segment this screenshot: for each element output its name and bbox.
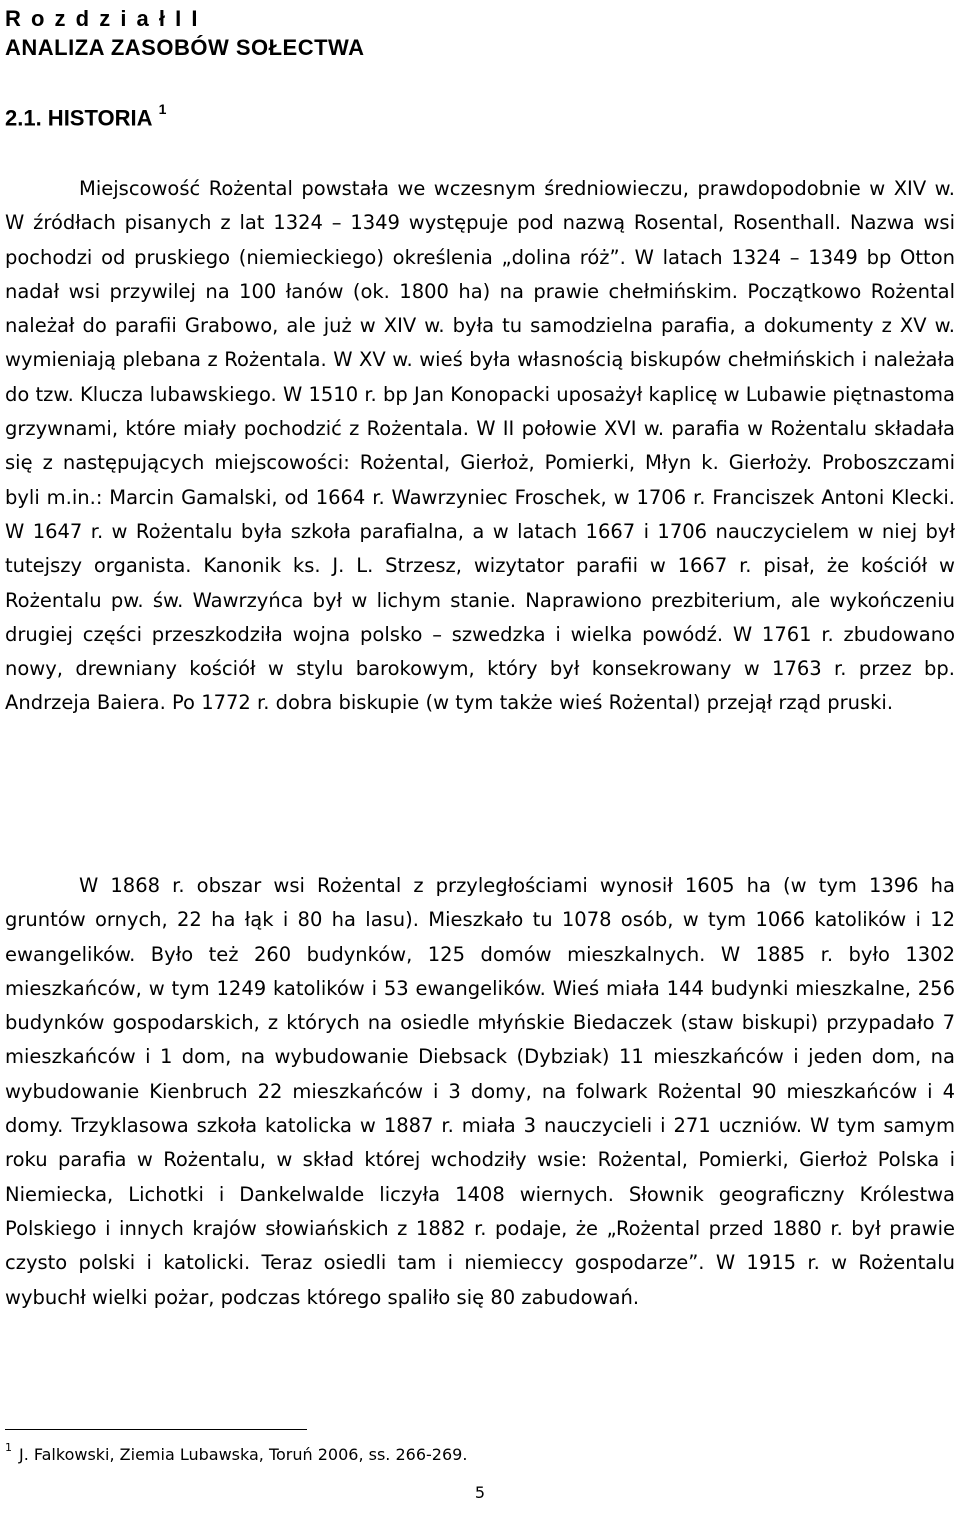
footnote-separator <box>5 1429 307 1430</box>
history-paragraph-1: Miejscowość Rożental powstała we wczesnym średniowieczu, prawdopodobnie w XIV w. W źródłach pisanych z lat 1324 – 1349 występuje pod nazwą Rosental, Rosenthall. Nazwa wsi pochodzi od pruskiego (niemieckiego) określenia „dolina róż”. W latach 1324 – 1349 bp Otton nadał wsi przywilej na 100 łanów (ok. 1800 ha) na prawie chełmińskim. Początkowo Rożental należał do parafii Grabowo, ale już w XIV w. była tu samodzielna parafia, a dokumenty z XV w. wymieniają plebana z Rożentala. W XV w. wieś była własnością biskupów chełmińskich i należała do tzw. Klucza lubawskiego. W 1510 r. bp Jan Konopacki uposażył kaplicę w Lubawie piętnastoma grzywnami, które miały pochodzić z Rożentala. W II połowie XVI w. parafia w Rożentalu składała się z następujących miejscowości: Rożental, Gierłoż, Pomierki, Młyn k. Gierłoży. Proboszczami byli m.in.: Marcin Gamalski, od 1664 r. Wawrzyniec Froschek, w 1706 r. Franciszek Antoni Klecki. W 1647 r. w Rożentalu była szkoła parafialna, a w latach 1667 i 1706 nauczycielem w niej był tutejszy organista. Kanonik ks. J. L. Strzesz, wizytator parafii w 1667 r. pisał, że kościół w Rożentalu pw. św. Wawrzyńca był w lichym stanie. Naprawiono prezbiterium, ale wykończeniu drugiej części przeszkodziła wojna polsko – szwedzka i wielka powódź. W 1761 r. zbudowano nowy, drewniany kościół w stylu barokowym, który był konsekrowany w 1763 r. przez bp. Andrzeja Baiera. Po 1772 r. dobra biskupie (w tym także wieś Rożental) przejął rząd pruski. <box>5 177 955 715</box>
page-number: 5 <box>474 1483 486 1502</box>
section-heading-text: 2.1. HISTORIA <box>5 105 153 131</box>
footnote-reference[interactable]: 1 <box>158 101 167 117</box>
footnote-text: J. Falkowski, Ziemia Lubawska, Toruń 2006, ss. 266-269. <box>19 1445 468 1465</box>
chapter-label: R o z d z i a ł I I <box>5 6 200 31</box>
footnote <box>5 1441 468 1465</box>
history-paragraph-2: W 1868 r. obszar wsi Rożental z przyległościami wynosił 1605 ha (w tym 1396 ha gruntów ornych, 22 ha łąk i 80 ha lasu). Mieszkało tu 1078 osób, w tym 1066 katolików i 12 ewangelików. Było też 260 budynków, 125 domów mieszkalnych. W 1885 r. było 1302 mieszkańców, w tym 1249 katolików i 53 ewangelików. Wieś miała 144 budynki mieszkalne, 256 budynków gospodarskich, z których na osiedle młyńskie Biedaczek (staw biskupi) przypadało 7 mieszkańców i 1 dom, na wybudowanie Diebsack (Dybziak) 11 mieszkańców i jeden dom, na wybudowanie Kienbruch 22 mieszkańców i 3 domy, na folwark Rożental 90 mieszkańców i 4 domy. Trzyklasowa szkoła katolicka w 1887 r. miała 3 nauczycieli i 271 uczniów. W tym samym roku parafia w Rożentalu, w skład której wchodziły wsie: Rożental, Pomierki, Gierłoż Polska i Niemiecka, Lichotki i Dankelwalde liczyła 1408 wiernych. Słownik geograficzny Królestwa Polskiego i innych krajów słowiańskich z 1882 r. podaje, że „Rożental przed 1880 r. był prawie czysto polski i katolicki. Teraz osiedli tam i niemieccy gospodarze”. W 1915 r. w Rożentalu wybuchł wielki pożar, podczas którego spaliło się 80 zabudowań. <box>5 874 955 1309</box>
section-heading <box>5 101 167 131</box>
chapter-title: ANALIZA ZASOBÓW SOŁECTWA <box>5 35 365 60</box>
footnote-number: 1 <box>5 1441 12 1454</box>
